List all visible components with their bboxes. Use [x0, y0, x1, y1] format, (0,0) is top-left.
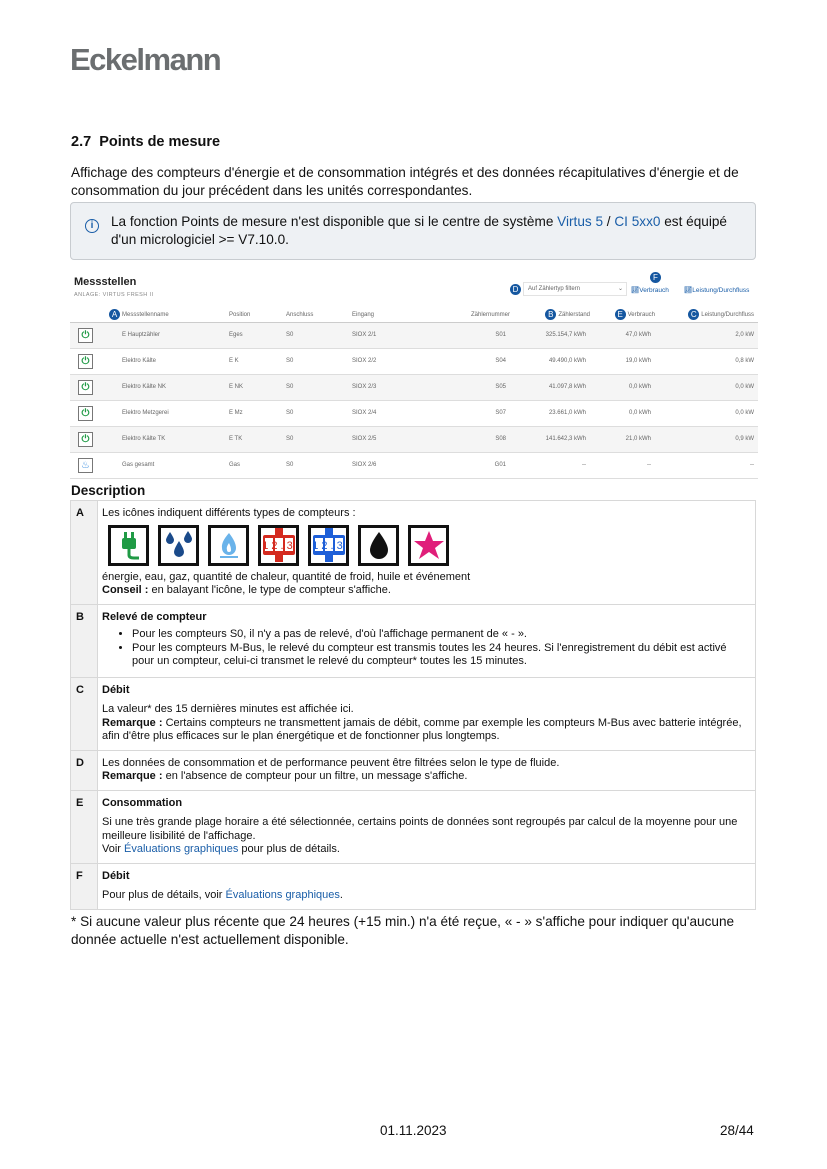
description-table	[70, 500, 756, 910]
cell-name: Elektro Kälte TK	[122, 426, 229, 452]
cell-consumption: 21,0 kWh	[590, 426, 655, 452]
table-row[interactable]	[70, 426, 758, 452]
cell-number: S01	[432, 322, 510, 348]
link-label: Leistung/Durchfluss	[692, 287, 750, 294]
desc-row-b	[71, 604, 756, 677]
desc-f-title: Débit	[102, 869, 130, 882]
table-row[interactable]	[70, 348, 758, 374]
link-virtus5[interactable]: Virtus 5	[557, 214, 604, 229]
tip	[102, 584, 751, 598]
badge-b: B	[545, 309, 556, 320]
section-title: Points de mesure	[99, 134, 221, 150]
cell-conn: S0	[286, 374, 352, 400]
cell-input: SIOX 2/6	[352, 452, 432, 478]
cell-conn: S0	[286, 400, 352, 426]
cell-input: SIOX 2/2	[352, 348, 432, 374]
meter-types-text: énergie, eau, gaz, quantité de chaleur, quantité de froid, huile et événement	[102, 570, 471, 583]
cell-input: SIOX 2/3	[352, 374, 432, 400]
badge-d: D	[510, 284, 521, 295]
cell-consumption: 47,0 kWh	[590, 322, 655, 348]
table-row[interactable]	[70, 452, 758, 478]
cell-number: S04	[432, 348, 510, 374]
bullet: • Pour les compteurs M-Bus, le relevé du compteur est transmis toutes les 24 heures. Si l'enregistrement du débit est activé pour un compteur, celui-ci transmet le relevé du compteur* toutes les 15 minutes.	[132, 642, 751, 669]
cell-reading: 23.661,0 kWh	[510, 400, 590, 426]
desc-row-f	[71, 863, 756, 909]
cell-number: S07	[432, 400, 510, 426]
link-ci5xx0[interactable]: CI 5xx0	[614, 214, 661, 229]
cell-position: E NK	[229, 374, 286, 400]
desc-row-e	[71, 790, 756, 863]
section-heading	[71, 134, 220, 150]
cell-consumption: --	[590, 452, 655, 478]
cell-reading: 325.154,7 kWh	[510, 322, 590, 348]
energy-icon: ⏻	[78, 406, 93, 421]
cell-power: 0,0 kW	[655, 374, 758, 400]
col-reading[interactable]: Zählerstand	[558, 312, 590, 319]
note-sep: /	[603, 214, 615, 229]
filter-placeholder: Auf Zählertyp filtern	[528, 286, 581, 292]
note-text: La fonction Points de mesure n'est disponible que si le centre de système	[111, 214, 558, 229]
cell-input: SIOX 2/1	[352, 322, 432, 348]
section-number: 2.7	[71, 134, 92, 150]
table-row[interactable]	[70, 322, 758, 348]
col-consumption[interactable]: Verbrauch	[627, 312, 655, 319]
bullet: • Pour les compteurs S0, il n'y a pas de relevé, d'où l'affichage permanent de « - ».	[132, 628, 751, 642]
desc-e-title: Consommation	[102, 796, 183, 809]
meter-type-filter[interactable]	[523, 282, 627, 296]
cell-consumption: 0,0 kWh	[590, 400, 655, 426]
gas-icon: ♨	[78, 458, 93, 473]
remark-label: Remarque :	[102, 770, 163, 782]
remark	[102, 770, 751, 784]
row-key: C	[71, 677, 98, 750]
row-key: F	[71, 863, 98, 909]
description-heading: Description	[71, 483, 146, 498]
graphical-evaluations-link[interactable]: Évaluations graphiques	[225, 889, 340, 901]
col-connection[interactable]: Anschluss	[286, 308, 352, 322]
cell-conn: S0	[286, 426, 352, 452]
cell-input: SIOX 2/5	[352, 426, 432, 452]
cell-power: 0,0 kW	[655, 400, 758, 426]
col-position[interactable]: Position	[229, 308, 286, 322]
table-row[interactable]	[70, 374, 758, 400]
energy-icon: ⏻	[78, 432, 93, 447]
consumption-chart-link[interactable]	[631, 286, 669, 294]
note-text-end: est équipé d'un micrologiciel >= V7.10.0.	[111, 214, 727, 247]
cell-name: E Hauptzähler	[122, 322, 229, 348]
col-name[interactable]: Messstellenname	[122, 312, 169, 319]
footnote: * Si aucune valeur plus récente que 24 heures (+15 min.) n'a été reçue, « - » s'affiche pour indiquer qu'aucune donnée actuelle n'est actuellement disponible.	[71, 914, 735, 947]
meter-table	[70, 308, 758, 479]
desc-row-c	[71, 677, 756, 750]
cell-reading: 41.097,8 kWh	[510, 374, 590, 400]
footer-date: 01.11.2023	[380, 1123, 447, 1138]
cell-power: 0,8 kW	[655, 348, 758, 374]
screenshot-subtitle: ANLAGE: VIRTUS FRESH II	[74, 292, 154, 298]
tip-text: en balayant l'icône, le type de compteur s'affiche.	[148, 584, 391, 596]
cell-conn: S0	[286, 322, 352, 348]
meter-type-icons	[108, 525, 751, 566]
screenshot-title: Messstellen	[74, 276, 137, 288]
svg-text:12.3: 12.3	[261, 540, 296, 552]
see-text: Pour plus de détails, voir	[102, 889, 226, 901]
water-icon	[158, 525, 199, 566]
event-icon	[408, 525, 449, 566]
cell-number: G01	[432, 452, 510, 478]
energy-icon: ⏻	[78, 328, 93, 343]
graphical-evaluations-link[interactable]: Évaluations graphiques	[124, 843, 239, 855]
cell-position: E TK	[229, 426, 286, 452]
cell-reading: 141.642,3 kWh	[510, 426, 590, 452]
intro-paragraph: Affichage des compteurs d'énergie et de consommation intégrés et des données récapitulatives d'énergie et de consommation du jour précédent dans les unités correspondantes.	[71, 165, 739, 198]
desc-row-d	[71, 750, 756, 790]
eckelmann-logo: Eckelmann	[70, 42, 221, 77]
chevron-down-icon: ⌄	[617, 286, 623, 292]
gas-icon	[208, 525, 249, 566]
cell-reading: --	[510, 452, 590, 478]
see-after: pour plus de détails.	[238, 843, 340, 855]
cell-consumption: 0,0 kWh	[590, 374, 655, 400]
cell-number: S05	[432, 374, 510, 400]
desc-b-title: Relevé de compteur	[102, 610, 207, 623]
cold-quantity-icon	[308, 525, 349, 566]
remark-label: Remarque :	[102, 716, 163, 729]
cell-position: Eges	[229, 322, 286, 348]
badge-c: C	[688, 309, 699, 320]
cell-reading: 49.490,0 kWh	[510, 348, 590, 374]
chart-icon: 📈︎	[684, 287, 693, 294]
row-key: E	[71, 790, 98, 863]
desc-e-text: Si une très grande plage horaire a été sélectionnée, certains points de données sont regroupés par calcul de la moyenne pour une meilleure lisibilité de l'affichage.	[102, 816, 738, 842]
cell-name: Gas gesamt	[122, 452, 229, 478]
cell-name: Elektro Kälte NK	[122, 374, 229, 400]
remark-text: Certains compteurs ne transmettent jamais de débit, comme par exemple les compteurs M-Bus avec batterie intégrée, afin d'être plus efficaces sur le plan énergétique et de fonctionner plus longtemps.	[102, 716, 742, 742]
cell-conn: S0	[286, 452, 352, 478]
badge-a: A	[109, 309, 120, 320]
page-number: 28/44	[720, 1123, 754, 1138]
see-also	[102, 843, 751, 857]
see-also	[102, 889, 751, 903]
cell-position: E Mz	[229, 400, 286, 426]
cell-power: --	[655, 452, 758, 478]
col-input[interactable]: Eingang	[352, 308, 432, 322]
energy-icon	[108, 525, 149, 566]
tip-label: Conseil :	[102, 584, 149, 596]
desc-c-title: Débit	[102, 683, 130, 696]
messstellen-screenshot	[70, 272, 758, 477]
row-key: D	[71, 750, 98, 790]
energy-icon: ⏻	[78, 380, 93, 395]
svg-text:12.3: 12.3	[311, 540, 346, 552]
desc-a-text: Les icônes indiquent différents types de compteurs :	[102, 507, 356, 519]
table-row[interactable]	[70, 400, 758, 426]
cell-power: 0,9 kW	[655, 426, 758, 452]
badge-f: F	[650, 272, 661, 283]
row-key: A	[71, 501, 98, 605]
info-note	[70, 202, 756, 260]
remark-text: en l'absence de compteur pour un filtre, un message s'affiche.	[162, 770, 468, 782]
see-text: Voir	[102, 843, 125, 855]
see-after: .	[339, 889, 343, 901]
desc-c-text: La valeur* des 15 dernières minutes est affichée ici.	[102, 703, 354, 715]
col-number[interactable]: Zählernummer	[432, 308, 510, 322]
power-chart-link[interactable]	[684, 286, 749, 294]
cell-input: SIOX 2/4	[352, 400, 432, 426]
badge-e: E	[615, 309, 626, 320]
cell-number: S08	[432, 426, 510, 452]
desc-d-text: Les données de consommation et de performance peuvent être filtrées selon le type de fluide.	[102, 756, 560, 769]
info-icon: i	[85, 219, 99, 233]
cell-name: Elektro Metzgerei	[122, 400, 229, 426]
chart-icon: 📈︎	[631, 287, 640, 294]
cell-position: Gas	[229, 452, 286, 478]
cell-conn: S0	[286, 348, 352, 374]
link-label: Verbrauch	[639, 287, 669, 294]
remark	[102, 717, 751, 744]
energy-icon: ⏻	[78, 354, 93, 369]
row-key: B	[71, 604, 98, 677]
cell-name: Elektro Kälte	[122, 348, 229, 374]
col-power[interactable]: Leistung/Durchfluss	[701, 312, 754, 319]
heat-quantity-icon	[258, 525, 299, 566]
oil-icon	[358, 525, 399, 566]
desc-row-a	[71, 501, 756, 605]
cell-consumption: 19,0 kWh	[590, 348, 655, 374]
cell-position: E K	[229, 348, 286, 374]
cell-power: 2,0 kW	[655, 322, 758, 348]
